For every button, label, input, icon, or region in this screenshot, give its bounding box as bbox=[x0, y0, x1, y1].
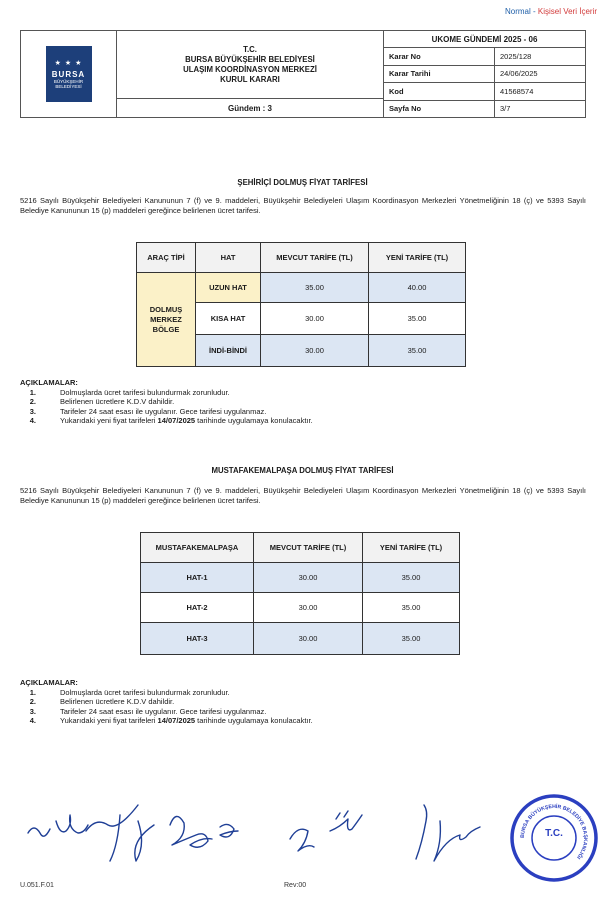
table-header-row bbox=[137, 243, 466, 273]
col-line: MUSTAFAKEMALPAŞA bbox=[141, 533, 254, 563]
effective-date: 14/07/2025 bbox=[157, 416, 196, 426]
meta-row-decision-no bbox=[384, 48, 585, 66]
section1-tariff-table bbox=[136, 242, 466, 367]
line-cell: KISA HAT bbox=[196, 303, 261, 335]
meta-cell bbox=[384, 31, 585, 117]
signature-6 bbox=[416, 805, 480, 861]
document-title bbox=[117, 31, 383, 98]
section1-notes bbox=[20, 378, 586, 426]
title-line-4: KURUL KARARI bbox=[220, 74, 280, 84]
note-number: 1. bbox=[29, 687, 36, 697]
note-text: Belirlenen ücretlere K.D.V dahildir. bbox=[60, 397, 175, 407]
line-cell: UZUN HAT bbox=[196, 273, 261, 303]
note-text-post: tarihinde uygulamaya konulacaktır. bbox=[195, 716, 313, 726]
note-item bbox=[20, 397, 586, 407]
meta-value: 24/06/2025 bbox=[500, 69, 538, 79]
data-classification-label bbox=[505, 7, 597, 16]
note-number: 1. bbox=[29, 387, 36, 397]
title-line-1: T.C. bbox=[243, 44, 257, 54]
line-cell: İNDİ-BİNDİ bbox=[196, 335, 261, 367]
logo-stars: ★ ★ ★ bbox=[54, 59, 83, 67]
new-tariff-cell: 35.00 bbox=[369, 335, 466, 367]
section2-tariff-table bbox=[140, 532, 460, 655]
note-text bbox=[42, 716, 313, 726]
notes-title: AÇIKLAMALAR: bbox=[20, 378, 78, 387]
note-text: Dolmuşlarda ücret tarifesi bulundurmak zorunludur. bbox=[60, 687, 230, 697]
table-row bbox=[141, 563, 460, 593]
stamp-center-text: T.C. bbox=[545, 828, 563, 839]
new-tariff-cell: 35.00 bbox=[363, 623, 460, 655]
note-item bbox=[20, 697, 586, 707]
note-number: 4. bbox=[29, 416, 36, 426]
title-line-2: BURSA BÜYÜKŞEHİR BELEDİYESİ bbox=[185, 54, 315, 64]
vehicle-type-label: DOLMUŞ MERKEZ BÖLGE bbox=[149, 304, 183, 334]
note-text: Belirlenen ücretlere K.D.V dahildir. bbox=[60, 697, 175, 707]
logo-sub2: BELEDİYESİ bbox=[55, 84, 82, 89]
note-item bbox=[20, 707, 586, 717]
meta-row-code bbox=[384, 83, 585, 101]
col-new-tariff: YENİ TARİFE (TL) bbox=[369, 243, 466, 273]
effective-date: 14/07/2025 bbox=[157, 716, 196, 726]
note-number: 4. bbox=[29, 716, 36, 726]
note-number: 3. bbox=[29, 706, 36, 716]
note-text bbox=[42, 416, 313, 426]
note-item bbox=[20, 688, 586, 698]
logo-cell bbox=[21, 31, 117, 117]
signature-3 bbox=[170, 816, 238, 847]
line-cell: HAT-1 bbox=[141, 563, 254, 593]
note-item bbox=[20, 416, 586, 426]
note-item bbox=[20, 388, 586, 398]
new-tariff-cell: 35.00 bbox=[369, 303, 466, 335]
signature-5 bbox=[330, 811, 362, 831]
title-line-3: ULAŞIM KOORDİNASYON MERKEZİ bbox=[183, 64, 317, 74]
signature-1 bbox=[28, 815, 88, 836]
note-number: 2. bbox=[29, 697, 36, 707]
meta-row-page-no bbox=[384, 101, 585, 118]
classification-level: Normal bbox=[504, 7, 531, 16]
signature-2 bbox=[86, 805, 154, 861]
current-tariff-cell: 35.00 bbox=[261, 273, 369, 303]
note-text-pre: Yukarıdaki yeni fiyat tarifeleri bbox=[60, 416, 158, 426]
table-header-row bbox=[141, 533, 460, 563]
note-text: Tarifeler 24 saat esası ile uygulanır. Gece tarifesi uygulanmaz. bbox=[60, 406, 267, 416]
col-current-tariff: MEVCUT TARİFE (TL) bbox=[261, 243, 369, 273]
current-tariff-cell: 30.00 bbox=[254, 563, 363, 593]
col-vehicle-type: ARAÇ TİPİ bbox=[137, 243, 196, 273]
stamp-ring-textpath: BURSA BÜYÜKŞEHİR BELEDİYE BAŞKANLIĞI bbox=[519, 803, 589, 861]
meta-value: 3/7 bbox=[500, 104, 511, 114]
section2-title: MUSTAFAKEMALPAŞA DOLMUŞ FİYAT TARİFESİ bbox=[211, 466, 394, 475]
table-row bbox=[141, 593, 460, 623]
section1-title: ŞEHİRİÇİ DOLMUŞ FİYAT TARİFESİ bbox=[237, 178, 368, 187]
meta-row-decision-date bbox=[384, 66, 585, 84]
section2-intro: 5216 Sayılı Büyükşehir Belediyeleri Kanununun 7 (f) ve 9. maddeleri, Büyükşehir Belediyeleri Ulaşım Koordinasyon Merkezleri Yönetmeliğinin 18 (ç) ve 5393 Sayılı Belediye Kanununun 15 (p) maddeleri gereğince belirlenen ücret tarifesi. bbox=[20, 486, 586, 505]
current-tariff-cell: 30.00 bbox=[254, 623, 363, 655]
col-current-tariff: MEVCUT TARİFE (TL) bbox=[254, 533, 363, 563]
current-tariff-cell: 30.00 bbox=[254, 593, 363, 623]
new-tariff-cell: 35.00 bbox=[363, 563, 460, 593]
title-cell bbox=[117, 31, 384, 117]
meta-key: Kod bbox=[384, 83, 495, 100]
new-tariff-cell: 35.00 bbox=[363, 593, 460, 623]
current-tariff-cell: 30.00 bbox=[261, 303, 369, 335]
section2-notes bbox=[20, 678, 586, 726]
agenda-number: Gündem : 3 bbox=[117, 98, 383, 117]
line-cell: HAT-2 bbox=[141, 593, 254, 623]
current-tariff-cell: 30.00 bbox=[261, 335, 369, 367]
classification-note: Kişisel Veri İçerir bbox=[537, 7, 597, 16]
document-header bbox=[20, 30, 586, 118]
new-tariff-cell: 40.00 bbox=[369, 273, 466, 303]
form-code: U.051.F.01 bbox=[20, 882, 54, 889]
note-number: 3. bbox=[29, 406, 36, 416]
note-item bbox=[20, 407, 586, 417]
line-cell: HAT-3 bbox=[141, 623, 254, 655]
note-text: Dolmuşlarda ücret tarifesi bulundurmak zorunludur. bbox=[60, 387, 230, 397]
section1-intro: 5216 Sayılı Büyükşehir Belediyeleri Kanununun 7 (f) ve 9. maddeleri, Büyükşehir Belediyeleri Ulaşım Koordinasyon Merkezleri Yönetmeliğinin 18 (ç) ve 5393 Sayılı Belediye Kanununun 15 (p) maddeleri gereğince belirlenen ücret tarifesi. bbox=[20, 196, 586, 215]
meta-key: Karar No bbox=[384, 48, 495, 65]
vehicle-type-cell bbox=[137, 273, 196, 367]
note-text-post: tarihinde uygulamaya konulacaktır. bbox=[195, 416, 313, 426]
notes-title: AÇIKLAMALAR: bbox=[20, 678, 78, 687]
meta-key: Sayfa No bbox=[384, 101, 495, 118]
table-row bbox=[141, 623, 460, 655]
col-line: HAT bbox=[196, 243, 261, 273]
bursa-logo bbox=[46, 46, 92, 102]
logo-name: BURSA bbox=[51, 69, 86, 79]
meeting-title: UKOME GÜNDEMİ 2025 - 06 bbox=[384, 31, 585, 48]
signature-4 bbox=[290, 829, 314, 851]
revision-number: Rev:00 bbox=[284, 882, 307, 889]
note-text-pre: Yukarıdaki yeni fiyat tarifeleri bbox=[60, 716, 158, 726]
meta-value: 41568574 bbox=[500, 86, 534, 96]
municipality-stamp bbox=[508, 790, 600, 886]
signatures-area bbox=[20, 795, 500, 875]
note-text: Tarifeler 24 saat esası ile uygulanır. Gece tarifesi uygulanmaz. bbox=[60, 706, 267, 716]
logo-sub1: BÜYÜKŞEHİR bbox=[53, 78, 84, 84]
table-row bbox=[137, 273, 466, 303]
classification-separator: - bbox=[530, 7, 538, 16]
note-item bbox=[20, 716, 586, 726]
col-new-tariff: YENİ TARİFE (TL) bbox=[363, 533, 460, 563]
meta-key: Karar Tarihi bbox=[384, 66, 495, 83]
note-number: 2. bbox=[29, 397, 36, 407]
meta-value: 2025/128 bbox=[500, 51, 532, 61]
